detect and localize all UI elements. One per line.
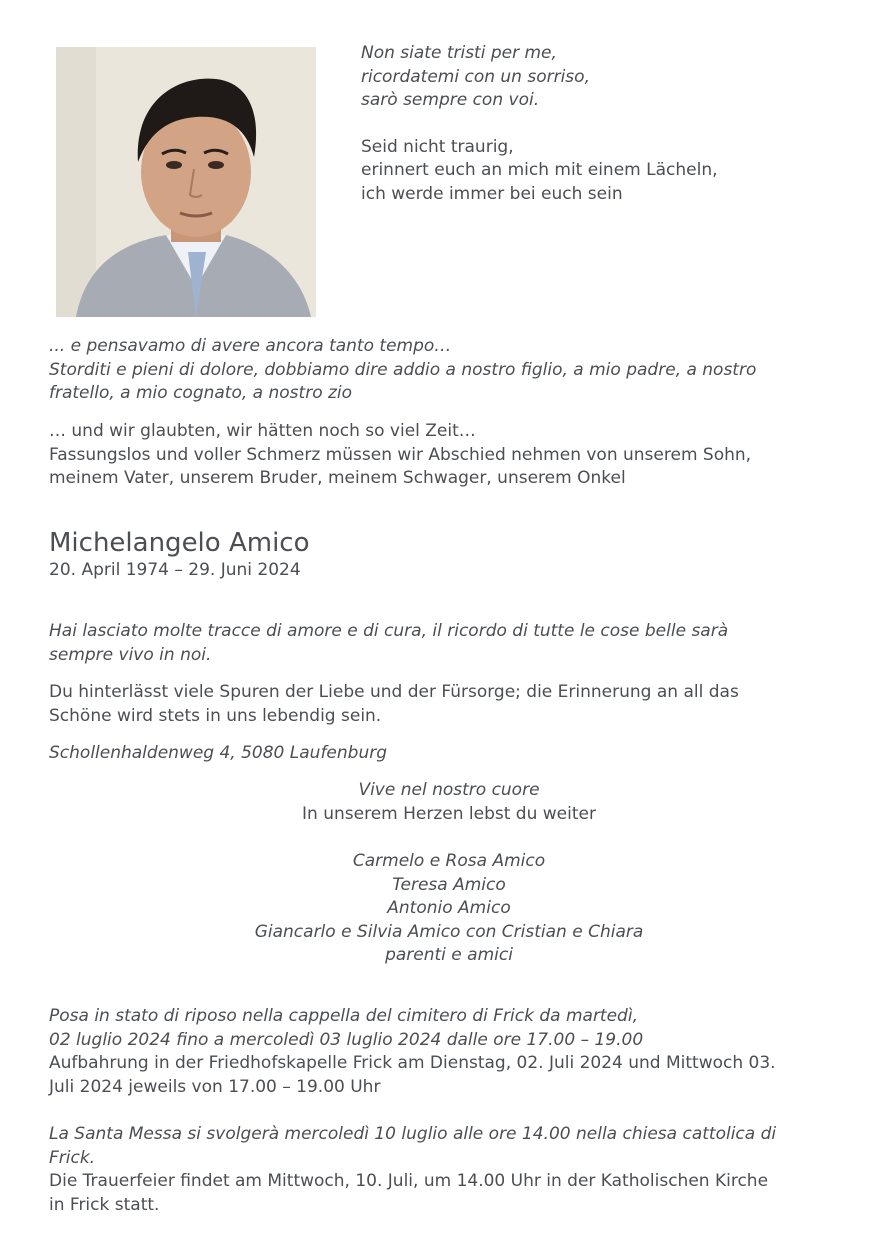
intro-italian — [49, 335, 849, 406]
tribute-italian — [49, 620, 849, 667]
family-member: parenti e amici — [385, 945, 513, 965]
portrait-photo-icon — [56, 47, 316, 317]
viewing-line: Juli 2024 jeweils von 17.00 – 19.00 Uhr — [49, 1076, 381, 1097]
quote-italian — [361, 42, 841, 113]
tribute-line: sempre vivo in noi. — [49, 644, 212, 665]
tribute-line: Schöne wird stets in uns lebendig sein. — [49, 705, 382, 726]
viewing-line: 02 luglio 2024 fino a mercoledì 03 luglio 2024 dalle ore 17.00 – 19.00 — [49, 1029, 644, 1050]
tribute-line: Hai lasciato molte tracce di amore e di cura, il ricordo di tutte le cose belle sarà — [49, 621, 729, 641]
quote-line: ricordatemi con un sorriso, — [361, 66, 590, 87]
motto — [49, 779, 849, 826]
viewing-info — [49, 1005, 849, 1099]
quote-german — [361, 136, 841, 207]
tribute-german — [49, 681, 849, 728]
family-member: Giancarlo e Silvia Amico con Cristian e Chiara — [254, 921, 644, 942]
intro-line: ... e pensavamo di avere ancora tanto tempo… — [49, 336, 452, 356]
viewing-line: Posa in stato di riposo nella cappella del cimitero di Frick da martedì, — [49, 1006, 638, 1026]
intro-line: meinem Vater, unserem Bruder, meinem Schwager, unserem Onkel — [49, 468, 626, 488]
quote-line: Seid nicht traurig, — [361, 136, 514, 157]
family-member: Carmelo e Rosa Amico — [352, 851, 546, 871]
portrait-photo — [56, 47, 316, 317]
quote-line: sarò sempre con voi. — [361, 90, 540, 110]
tribute-line: Du hinterlässt viele Spuren der Liebe und der Fürsorge; die Erinnerung an all das — [49, 682, 739, 702]
deceased-name: Michelangelo Amico — [49, 528, 310, 558]
quote-line: ich werde immer bei euch sein — [361, 183, 623, 204]
intro-german — [49, 420, 849, 491]
quote-line: erinnert euch an mich mit einem Lächeln, — [361, 160, 718, 180]
viewing-line: Aufbahrung in der Friedhofskapelle Frick am Dienstag, 02. Juli 2024 und Mittwoch 03. — [49, 1053, 776, 1073]
mass-line: Frick. — [49, 1147, 96, 1168]
mass-line: Die Trauerfeier findet am Mittwoch, 10. Juli, um 14.00 Uhr in der Katholischen Kirche — [49, 1171, 769, 1191]
mass-line: in Frick statt. — [49, 1194, 160, 1215]
family-member: Teresa Amico — [392, 874, 506, 895]
address-text: Schollenhaldenweg 4, 5080 Laufenburg — [49, 743, 388, 763]
family-member: Antonio Amico — [387, 898, 511, 918]
intro-line: Fassungslos und voller Schmerz müssen wir Abschied nehmen von unserem Sohn, — [49, 444, 752, 465]
deceased-info — [49, 527, 849, 583]
family-list — [49, 850, 849, 968]
intro-line: Storditi e pieni di dolore, dobbiamo dire addio a nostro figlio, a mio padre, a nostro — [49, 359, 757, 380]
intro-line: … und wir glaubten, wir hätten noch so viel Zeit… — [49, 421, 476, 441]
motto-italian: Vive nel nostro cuore — [358, 780, 540, 800]
mass-info — [49, 1123, 849, 1217]
life-dates: 20. April 1974 – 29. Juni 2024 — [49, 560, 301, 580]
address — [49, 742, 849, 766]
quote-line: Non siate tristi per me, — [361, 43, 557, 63]
mass-line: La Santa Messa si svolgerà mercoledì 10 luglio alle ore 14.00 nella chiesa cattolica di — [49, 1124, 777, 1144]
intro-line: fratello, a mio cognato, a nostro zio — [49, 383, 353, 403]
motto-german: In unserem Herzen lebst du weiter — [302, 803, 596, 824]
opening-quote — [361, 42, 841, 206]
